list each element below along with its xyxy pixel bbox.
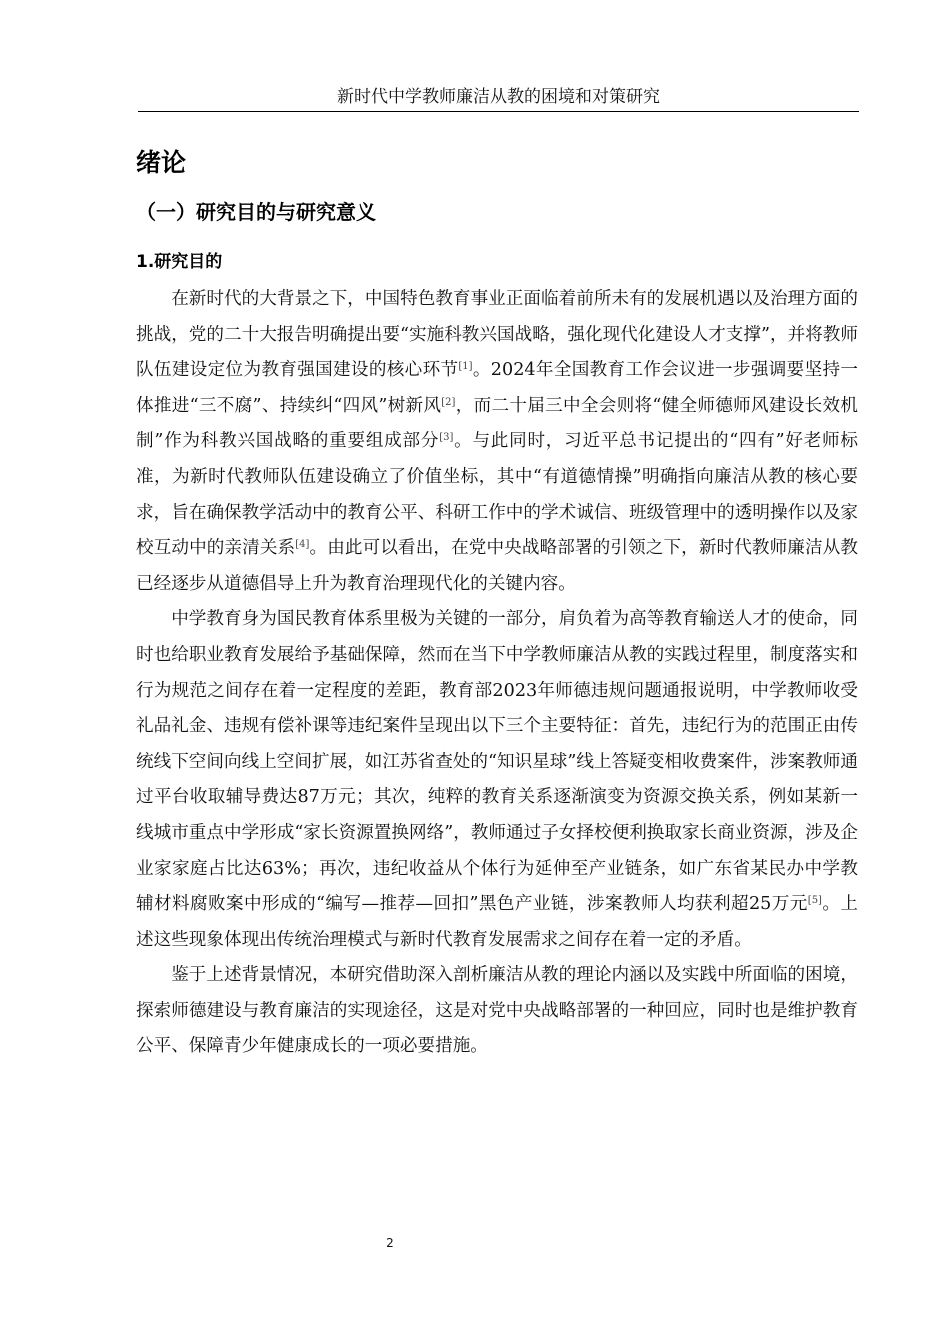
citation-ref: [5] — [807, 895, 822, 907]
paragraph-text: 中学教育身为国民教育体系里极为关键的一部分，肩负着为高等教育输送人才的使命，同时也给职业教育发展给予基础保障，然而在当下中学教师廉洁从教的实践过程里，制度落实和行为规范之间存在着一定程度的差距，教育部2023年师德违规问题通报说明，中学教师收受礼品礼金、违规有偿补课等违纪案件呈现出以下三个主要特征：首先，违纪行为的范围正由传统线下空间向线上空间扩展，如江苏省查处的“知识星球”线上答疑变相收费案件，涉案教师通过平台收取辅导费达87万元；其次，纯粹的教育关系逐渐演变为资源交换关系，例如某新一线城市重点中学形成“家长资源置换网络”，教师通过子女择校便利换取家长商业资源，涉及企业家家庭占比达63%；再次，违纪收益从个体行为延伸至产业链条，如广东省某民办中学教辅材料腐败案中形成的“编写—推荐—回扣”黑色产业链，涉案教师人均获利超25万元 — [136, 609, 858, 915]
paragraph-text: 。2024年全国教育工作会议进一步强调要坚持一体推进“三不腐”、持续纠“四风”树新风 — [136, 360, 858, 416]
citation-ref: [2] — [441, 396, 456, 408]
chapter-title: 绪论 — [136, 148, 187, 177]
paragraph — [136, 602, 858, 958]
citation-ref: [3] — [439, 432, 454, 444]
paragraph-text: 鉴于上述背景情况，本研究借助深入剖析廉洁从教的理论内涵以及实践中所面临的困境，探索师德建设与教育廉洁的实现途径，这是对党中央战略部署的一种回应，同时也是维护教育公平、保障青少年健康成长的一项必要措施。 — [136, 965, 858, 1057]
paragraph-text: 。上述这些现象体现出传统治理模式与新时代教育发展需求之间存在着一定的矛盾。 — [136, 894, 858, 950]
paragraph-text: 。与此同时，习近平总书记提出的“四有”好老师标准，为新时代教师队伍建设确立了价值坐标，其中“有道德情操”明确指向廉洁从教的核心要求，旨在确保教学活动中的教育公平、科研工作中的学术诚信、班级管理中的透明操作以及家校互动中的亲清关系 — [136, 431, 858, 559]
citation-ref: [4] — [295, 539, 310, 551]
section-title: （一）研究目的与研究意义 — [136, 200, 376, 224]
citation-ref: [1] — [458, 361, 473, 373]
paragraph — [136, 282, 858, 602]
subsection-title: 1.研究目的 — [136, 252, 223, 272]
body-text — [136, 282, 858, 1065]
paragraph-text: ，而二十届三中全会则将“健全师德师风建设长效机制”作为科教兴国战略的重要组成部分 — [136, 395, 858, 452]
running-header: 新时代中学教师廉洁从教的困境和对策研究 — [138, 86, 859, 112]
paragraph-text: 。由此可以看出，在党中央战略部署的引领之下，新时代教师廉洁从教已经逐步从道德倡导上升为教育治理现代化的关键内容。 — [136, 538, 858, 594]
page-number: 2 — [386, 1236, 394, 1250]
paragraph-text: 在新时代的大背景之下，中国特色教育事业正面临着前所未有的发展机遇以及治理方面的挑战，党的二十大报告明确提出要“实施科教兴国战略，强化现代化建设人才支撑”，并将教师队伍建设定位为教育强国建设的核心环节 — [136, 289, 858, 381]
paragraph — [136, 958, 858, 1065]
